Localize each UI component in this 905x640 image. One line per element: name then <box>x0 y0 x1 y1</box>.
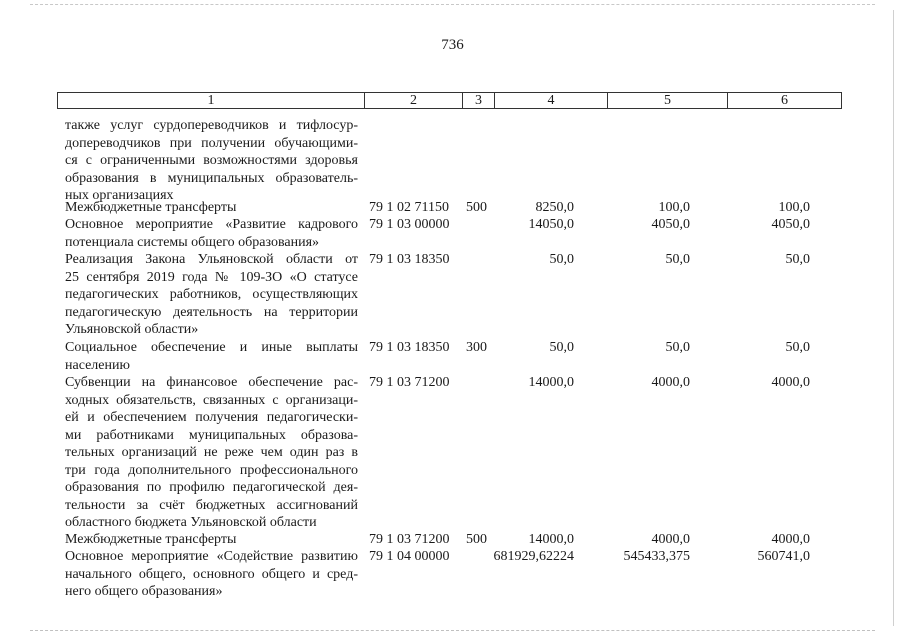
description-line: ей и обеспечением получения педагогически- <box>65 410 358 425</box>
amount-col-6: 560741,0 <box>757 549 810 564</box>
description-line: начального общего, основного общего и сред- <box>65 566 358 582</box>
row-description <box>65 531 358 549</box>
description-line: педагогическую деятельность на территории <box>65 304 358 320</box>
description-line: педагогических работников, осуществляющих <box>65 287 358 302</box>
amount-col-4: 50,0 <box>549 340 574 355</box>
description-line: также услуг сурдопереводчиков и тифлосур- <box>65 118 358 133</box>
row-description <box>65 339 358 374</box>
description-line: него общего образования» <box>65 584 223 599</box>
amount-col-6: 4000,0 <box>771 375 810 390</box>
description-line: областного бюджета Ульяновской области <box>65 515 317 530</box>
header-col-2: 2 <box>364 93 462 108</box>
description-line: Реализация Закона Ульяновской области от <box>65 252 358 267</box>
description-line: Межбюджетные трансферты <box>65 200 237 215</box>
header-col-4: 4 <box>494 93 607 108</box>
description-line: 25 сентября 2019 года № 109-ЗО «О статусе <box>65 269 358 285</box>
row-description <box>65 548 358 601</box>
amount-col-6: 100,0 <box>778 200 810 215</box>
expense-type: 500 <box>466 200 487 215</box>
row-description <box>65 251 358 339</box>
target-code: 79 1 03 18350 <box>369 340 450 355</box>
header-col-6: 6 <box>727 93 841 108</box>
description-line: тельности за счёт бюджетных ассигнований <box>65 497 358 513</box>
table-header <box>57 92 842 109</box>
amount-col-6: 50,0 <box>785 340 810 355</box>
expense-type: 500 <box>466 532 487 547</box>
header-col-1: 1 <box>207 93 215 108</box>
description-line: Ульяновской области» <box>65 322 199 337</box>
amount-col-4: 681929,62224 <box>493 549 574 564</box>
description-line: ных организациях <box>65 188 174 203</box>
row-description <box>65 199 358 217</box>
target-code: 79 1 03 71200 <box>369 532 450 547</box>
row-description <box>65 216 358 251</box>
amount-col-6: 50,0 <box>785 252 810 267</box>
page-edge-right <box>893 10 894 626</box>
amount-col-5: 545433,375 <box>623 549 690 564</box>
amount-col-6: 4050,0 <box>771 217 810 232</box>
amount-col-5: 4000,0 <box>651 532 690 547</box>
target-code: 79 1 04 00000 <box>369 549 450 564</box>
target-code: 79 1 03 18350 <box>369 252 450 267</box>
description-line: Социальное обеспечение и иные выплаты <box>65 340 358 355</box>
description-line: Субвенции на финансовое обеспечение рас- <box>65 375 358 390</box>
description-line: три года дополнительного профессионального <box>65 462 358 478</box>
header-col-5: 5 <box>607 93 727 108</box>
description-line: образования по профилю педагогической дея- <box>65 480 358 495</box>
description-line: ми работниками муниципальных образова- <box>65 427 358 443</box>
amount-col-5: 100,0 <box>658 200 690 215</box>
page-edge-top <box>30 4 875 5</box>
description-line: населению <box>65 357 130 373</box>
description-line: Основное мероприятие «Развитие кадрового <box>65 217 358 232</box>
amount-col-4: 8250,0 <box>535 200 574 215</box>
row-description <box>65 374 358 532</box>
target-code: 79 1 03 00000 <box>369 217 450 232</box>
description-line: ся с ограниченными возможностями здоровья <box>65 153 358 168</box>
row-description <box>65 117 358 205</box>
amount-col-5: 4050,0 <box>651 217 690 232</box>
expense-type: 300 <box>466 340 487 355</box>
description-line: Основное мероприятие «Содействие развитию <box>65 549 358 564</box>
amount-col-4: 14050,0 <box>528 217 574 232</box>
page-edge-bottom <box>30 630 875 631</box>
target-code: 79 1 02 71150 <box>369 200 449 215</box>
amount-col-4: 14000,0 <box>528 375 574 390</box>
description-line: ходных обязательств, связанных с организаци- <box>65 392 358 408</box>
page-number: 736 <box>441 37 464 53</box>
amount-col-5: 50,0 <box>665 252 690 267</box>
amount-col-4: 14000,0 <box>528 532 574 547</box>
amount-col-5: 50,0 <box>665 340 690 355</box>
amount-col-5: 4000,0 <box>651 375 690 390</box>
description-line: потенциала системы общего образования» <box>65 234 320 250</box>
amount-col-6: 4000,0 <box>771 532 810 547</box>
target-code: 79 1 03 71200 <box>369 375 450 390</box>
description-line: образования в муниципальных образователь- <box>65 170 358 186</box>
amount-col-4: 50,0 <box>549 252 574 267</box>
description-line: тельных организаций не реже чем один раз в <box>65 445 358 460</box>
header-col-3: 3 <box>462 93 494 108</box>
description-line: допереводчиков при получении обучающими- <box>65 135 358 151</box>
description-line: Межбюджетные трансферты <box>65 532 237 547</box>
